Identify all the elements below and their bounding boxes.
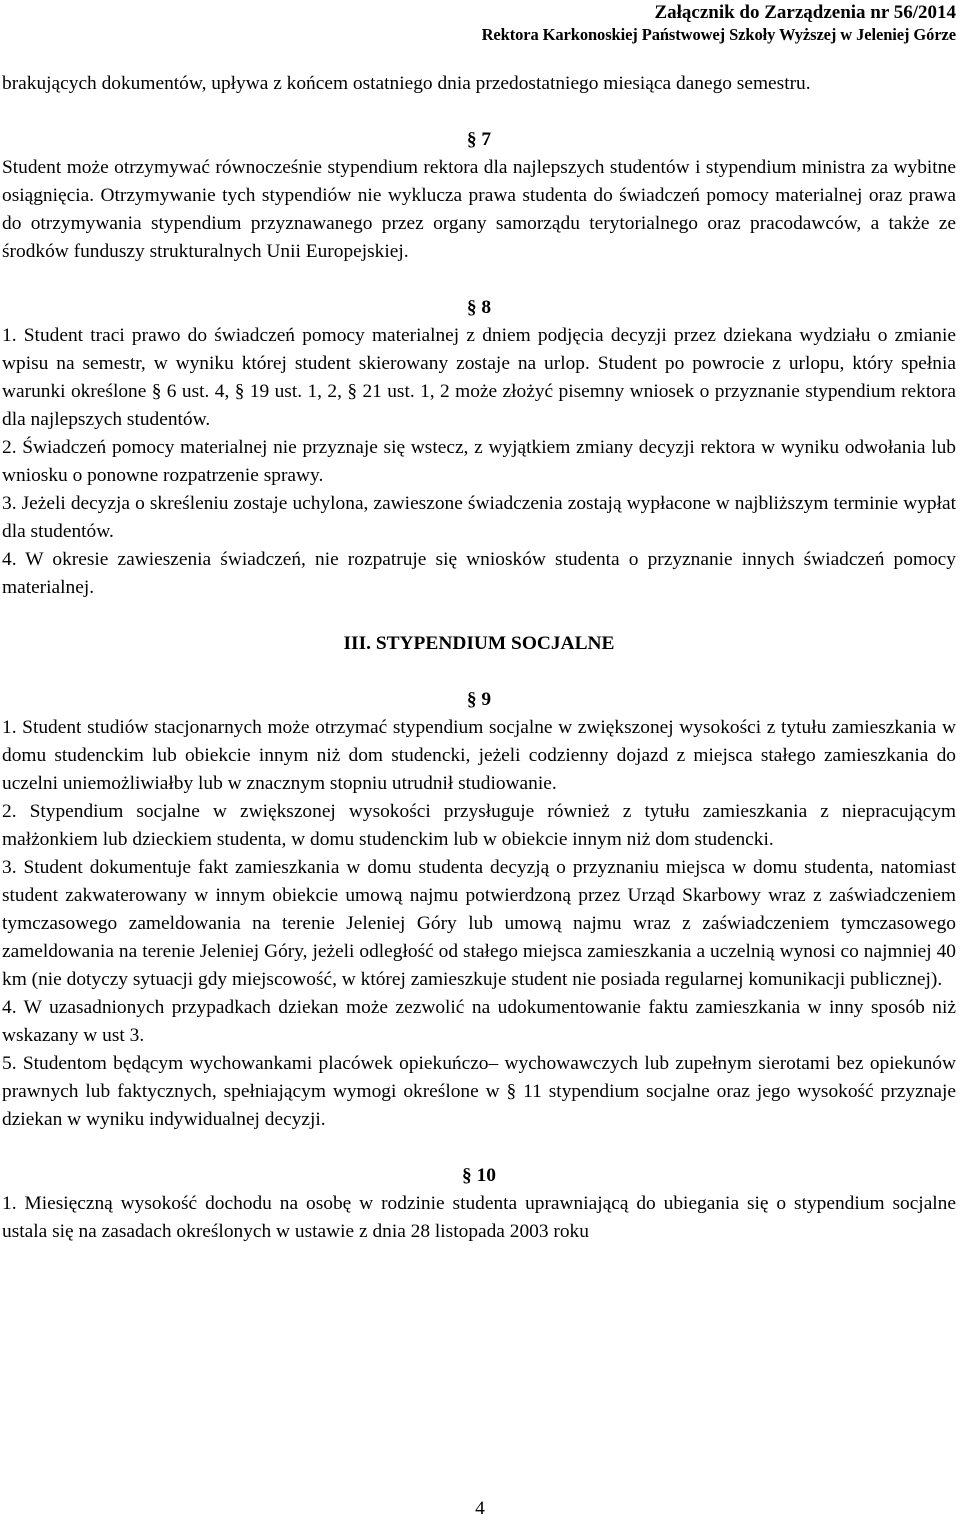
section-8-item-1: 1. Student traci prawo do świadczeń pomocy materialnej z dniem podjęcia decyzji przez dziekana wydziału o zmianie wpisu na semestr, w wyniku której student skierowany zostaje na urlop. Student po powrocie z urlopu, który spełnia warunki określone § 6 ust. 4, § 19 ust. 1, 2, § 21 ust. 1, 2 może złożyć pisemny wniosek o przyznanie stypendium rektora dla najlepszych studentów. [2,325,956,430]
document-header [482,2,956,46]
section-10-heading: § 10 [462,1165,496,1186]
section-7-paragraph: Student może otrzymywać równocześnie stypendium rektora dla najlepszych studentów i stypendium ministra za wybitne osiągnięcia. Otrzymywanie tych stypendiów nie wyklucza prawa studenta do świadczeń pomocy materialnej oraz prawa do otrzymywania stypendium przyznawanego przez organy samorządu terytorialnego oraz pracodawców, a także ze środków funduszy strukturalnych Unii Europejskiej. [2,157,956,262]
section-9-item-5: 5. Studentom będącym wychowankami placówek opiekuńczo– wychowawczych lub zupełnym sierotami bez opiekunów prawnych lub faktycznych, spełniającym wymogi określone w § 11 stypendium socjalne oraz jego wysokość przyznaje dziekan w wyniku indywidualnej decyzji. [2,1053,956,1130]
section-8-heading: § 8 [466,297,492,318]
document-body [2,70,956,1246]
section-9-heading: § 9 [466,689,492,710]
section-10-item-1: 1. Miesięczną wysokość dochodu na osobę w rodzinie studenta uprawniającą do ubiegania się o stypendium socjalne ustala się na zasadach określonych w ustawie z dnia 28 listopada 2003 roku [2,1193,956,1242]
intro-paragraph: brakujących dokumentów, upływa z końcem ostatniego dnia przedostatniego miesiąca danego semestru. [2,73,811,94]
header-line-1: Załącznik do Zarządzenia nr 56/2014 [654,2,956,23]
section-9-item-2: 2. Stypendium socjalne w zwiększonej wysokości przysługuje również z tytułu zamieszkania z niepracującym małżonkiem lub dzieckiem studenta, w domu studenckim lub w obiekcie innym niż dom studencki. [2,801,956,850]
chapter-heading: III. STYPENDIUM SOCJALNE [343,633,615,654]
section-9-item-4: 4. W uzasadnionych przypadkach dziekan może zezwolić na udokumentowanie faktu zamieszkania w inny sposób niż wskazany w ust 3. [2,997,956,1046]
section-9-item-1: 1. Student studiów stacjonarnych może otrzymać stypendium socjalne w zwiększonej wysokości z tytułu zamieszkania w domu studenckim lub obiekcie innym niż dom studencki, jeżeli codzienny dojazd z miejsca stałego zamieszkania do uczelni uniemożliwiałby lub w znacznym stopniu utrudnił studiowanie. [2,717,956,794]
page-number: 4 [475,1498,485,1519]
section-8-item-3: 3. Jeżeli decyzja o skreśleniu zostaje uchylona, zawieszone świadczenia zostają wypłacone w najbliższym terminie wypłat dla studentów. [2,493,956,542]
section-8-item-2: 2. Świadczeń pomocy materialnej nie przyznaje się wstecz, z wyjątkiem zmiany decyzji rektora w wyniku odwołania lub wniosku o ponowne rozpatrzenie sprawy. [2,437,956,486]
section-8-item-4: 4. W okresie zawieszenia świadczeń, nie rozpatruje się wniosków studenta o przyznanie innych świadczeń pomocy materialnej. [2,549,956,598]
header-line-2: Rektora Karkonoskiej Państwowej Szkoły Wyższej w Jeleniej Górze [481,25,956,44]
section-9-item-3: 3. Student dokumentuje fakt zamieszkania w domu studenta decyzją o przyznaniu miejsca w domu studenta, natomiast student zakwaterowany w innym obiekcie umową najmu potwierdzoną przez Urząd Skarbowy wraz z zaświadczeniem tymczasowego zameldowania na terenie Jeleniej Góry lub umową najmu wraz z zaświadczeniem tymczasowego zameldowania na terenie Jeleniej Góry, jeżeli odległość od stałego miejsca zamieszkania a uczelnią wynosi co najmniej 40 km (nie dotyczy sytuacji gdy miejscowość, w której zamieszkuje student nie posiada regularnej komunikacji publicznej). [2,857,956,990]
section-7-heading: § 7 [466,129,492,150]
